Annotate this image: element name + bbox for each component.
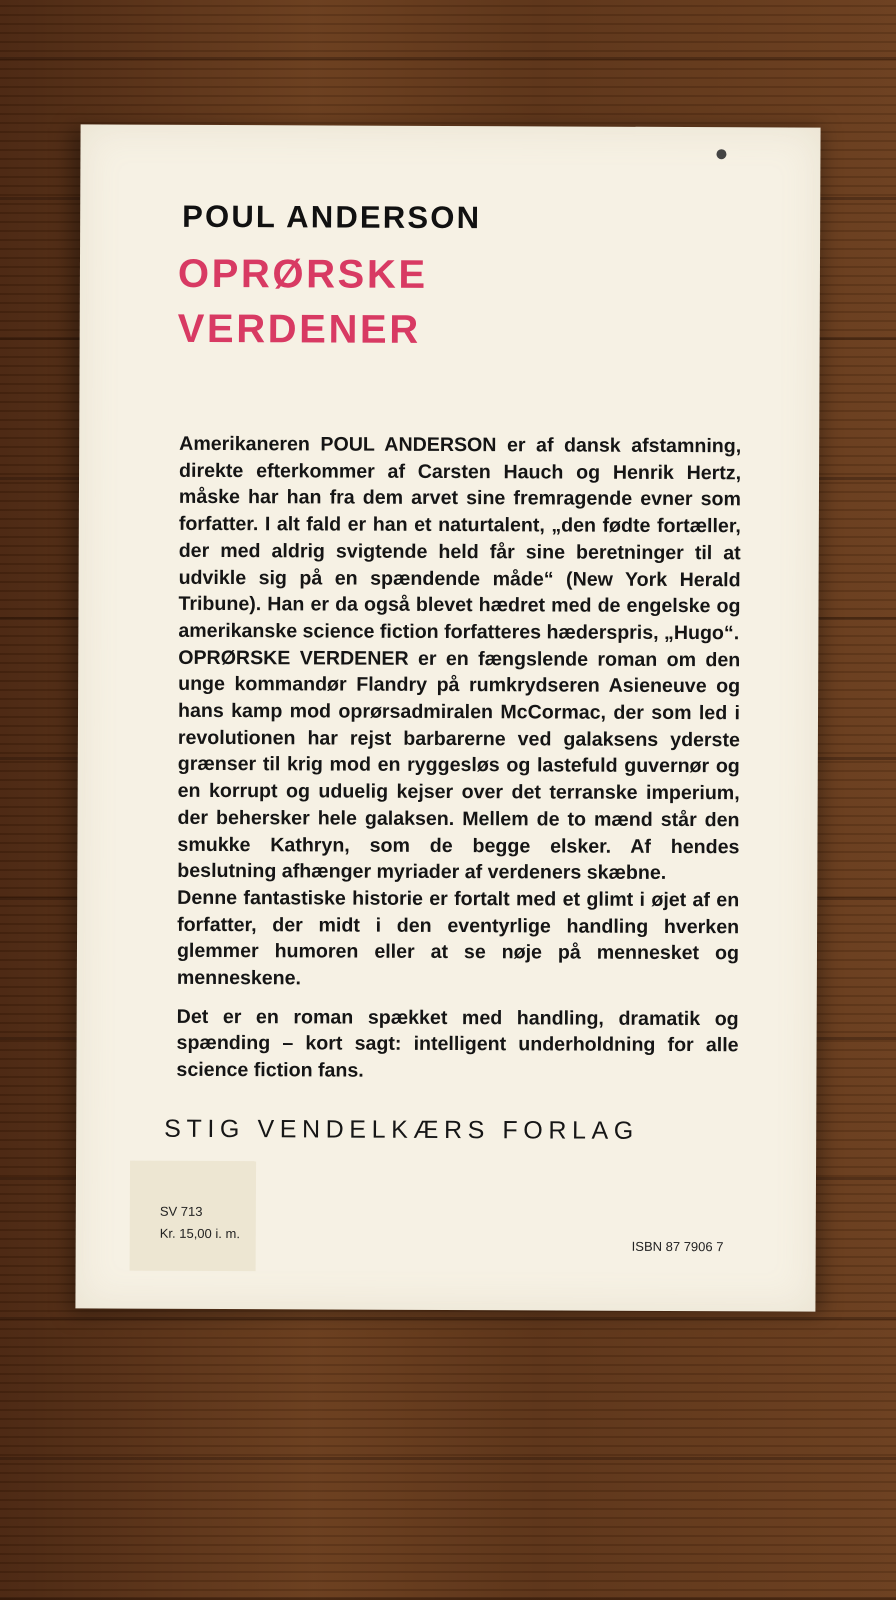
publisher-name: STIG VENDELKÆRS FORLAG <box>164 1114 639 1145</box>
book-title <box>178 247 428 358</box>
blurb-paragraph-2: OPRØRSKE VERDENER er en fængslende roman om den unge kommandør Flandry på rumkrydseren Asieneuve og hans kamp mod oprørsadmiralen McCormac, der som led i revolutionen har rejst barbarerne ved galaksens yderste grænser til krig mod en ryggesløs og lastefuld guvernør og en korrupt og uduelig kejser over det terranske imperium, der behersker hele galaksen. Mellem de to mænd står den smukke Kathryn, som de begge elsker. Af hendes beslutning afhænger myriader af verdeners skæbne. <box>177 646 741 885</box>
blurb <box>176 431 741 1086</box>
blurb-paragraph-3: Denne fantastiske historie er fortalt med et glimt i øjet af en forfatter, der midt i den eventyrlige handling hverken glemmer humoren eller at se nøje på mennesket og menneskene. <box>176 886 740 990</box>
price-label <box>160 1201 240 1245</box>
cover-dot <box>716 149 726 159</box>
title-line-1: OPRØRSKE <box>177 251 428 297</box>
blurb-paragraph-4: Det er en roman spækket med handling, dramatik og spænding – kort sagt: intelligent underholdning for alle science fiction fans. <box>176 1005 739 1082</box>
title-line-2: VERDENER <box>177 306 421 352</box>
price: Kr. 15,00 i. m. <box>159 1225 240 1242</box>
book-back-cover <box>75 124 820 1311</box>
isbn: ISBN 87 7906 7 <box>631 1238 724 1255</box>
series-code: SV 713 <box>159 1203 203 1219</box>
blurb-paragraph-1: Amerikaneren POUL ANDERSON er af dansk afstamning, direkte efterkommer af Carsten Hauch og Henrik Hertz, måske har han fra dem arvet sine fremragende evner som forfatter. I alt fald er han et naturtalent, „den fødte fortæller, der med aldrig svigtende held får sine beretninger til at udvikle sig på en spændende måde“ (New York Herald Tribune). Han er da også blevet hædret med de engelske og amerikanske science fiction forfatteres hæderspris, „Hugo“. <box>178 432 742 645</box>
author-name: POUL ANDERSON <box>182 198 482 236</box>
